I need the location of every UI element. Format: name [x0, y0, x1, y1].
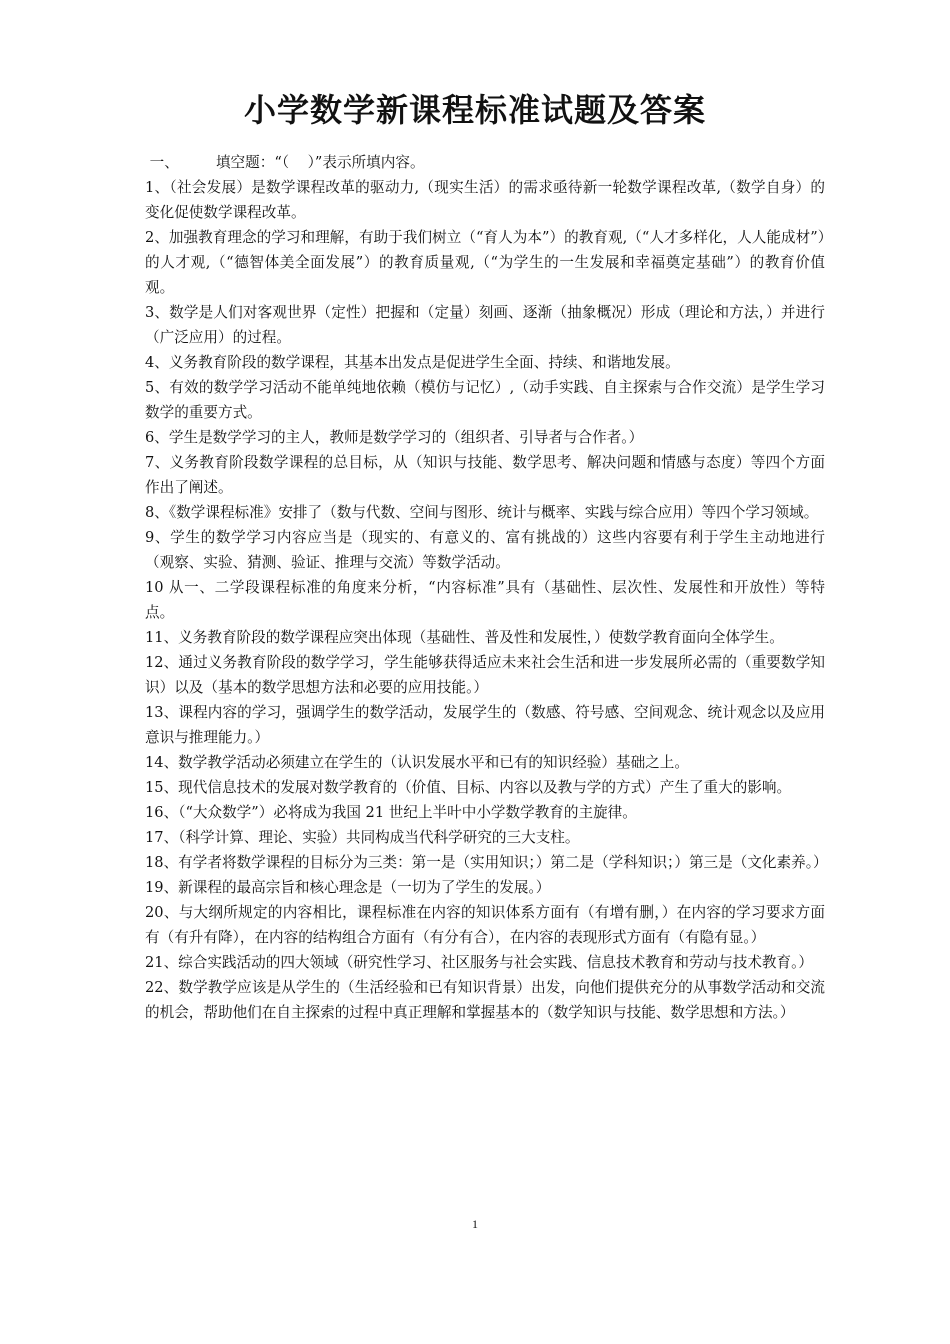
question-18: 18、有学者将数学课程的目标分为三类：第一是（实用知识；）第二是（学科知识；）第三是（文化素养。） [145, 854, 828, 871]
question-8: 8、《数学课程标准》安排了（数与代数、空间与图形、统计与概率、实践与综合应用）等四个学习领域。 [145, 504, 819, 521]
question-2: 2、加强教育理念的学习和理解，有助于我们树立（“育人为本”）的教育观,（“人才多样化，人人能成材”）的人才观,（“德智体美全面发展”）的教育质量观,（“为学生的一生发展和幸福奠定基础”）的教育价值观。 [145, 229, 825, 296]
question-17: 17、（科学计算、理论、实验）共同构成当代科学研究的三大支柱。 [145, 829, 580, 846]
question-10: 10 从一、二学段课程标准的角度来分析，“内容标准”具有（基础性、层次性、发展性和开放性）等特点。 [145, 579, 825, 621]
section-heading: 一、 填空题：“（ ）”表示所填内容。 [145, 154, 425, 171]
question-22: 22、数学教学应该是从学生的（生活经验和已有知识背景）出发，向他们提供充分的从事数学活动和交流的机会，帮助他们在自主探索的过程中真正理解和掌握基本的（数学知识与技能、数学思想和方法。） [145, 979, 825, 1021]
question-21: 21、综合实践活动的四大领域（研究性学习、社区服务与社会实践、信息技术教育和劳动与技术教育。） [145, 954, 813, 971]
question-3: 3、数学是人们对客观世界（定性）把握和（定量）刻画、逐渐（抽象概况）形成（理论和方法，）并进行（广泛应用）的过程。 [145, 304, 825, 346]
question-5: 5、有效的数学学习活动不能单纯地依赖（模仿与记忆）,（动手实践、自主探索与合作交流）是学生学习数学的重要方式。 [145, 379, 825, 421]
question-1: 1、（社会发展）是数学课程改革的驱动力,（现实生活）的需求亟待新一轮数学课程改革,（数学自身）的变化促使数学课程改革。 [145, 179, 825, 221]
question-15: 15、现代信息技术的发展对数学教育的（价值、目标、内容以及教与学的方式）产生了重大的影响。 [145, 779, 792, 796]
question-19: 19、新课程的最高宗旨和核心理念是（一切为了学生的发展。） [145, 879, 551, 896]
question-12: 12、通过义务教育阶段的数学学习，学生能够获得适应未来社会生活和进一步发展所必需的（重要数学知识）以及（基本的数学思想方法和必要的应用技能。） [145, 654, 825, 696]
question-13: 13、课程内容的学习，强调学生的数学活动，发展学生的（数感、符号感、空间观念、统计观念以及应用意识与推理能力。） [145, 704, 825, 746]
question-14: 14、数学教学活动必须建立在学生的（认识发展水平和已有的知识经验）基础之上。 [145, 754, 689, 771]
question-16: 16、（“大众数学”）必将成为我国 21 世纪上半叶中小学数学教育的主旋律。 [145, 804, 637, 821]
question-9: 9、学生的数学学习内容应当是（现实的、有意义的、富有挑战的）这些内容要有利于学生主动地进行（观察、实验、猜测、验证、推理与交流）等数学活动。 [145, 529, 825, 571]
document-body [145, 150, 828, 1025]
page-number: 1 [472, 1217, 478, 1231]
question-4: 4、义务教育阶段的数学课程，其基本出发点是促进学生全面、持续、和谐地发展。 [145, 354, 680, 371]
document-title: 小学数学新课程标准试题及答案 [243, 91, 706, 129]
question-11: 11、义务教育阶段的数学课程应突出体现（基础性、普及性和发展性，）使数学教育面向全体学生。 [145, 629, 784, 646]
question-7: 7、义务教育阶段数学课程的总目标，从（知识与技能、数学思考、解决问题和情感与态度）等四个方面作出了阐述。 [145, 454, 825, 496]
question-20: 20、与大纲所规定的内容相比，课程标准在内容的知识体系方面有（有增有删，）在内容的学习要求方面有（有升有降），在内容的结构组合方面有（有分有合），在内容的表现形式方面有（有隐有显。） [145, 904, 825, 946]
question-6: 6、学生是数学学习的主人，教师是数学学习的（组织者、引导者与合作者。） [145, 429, 644, 446]
